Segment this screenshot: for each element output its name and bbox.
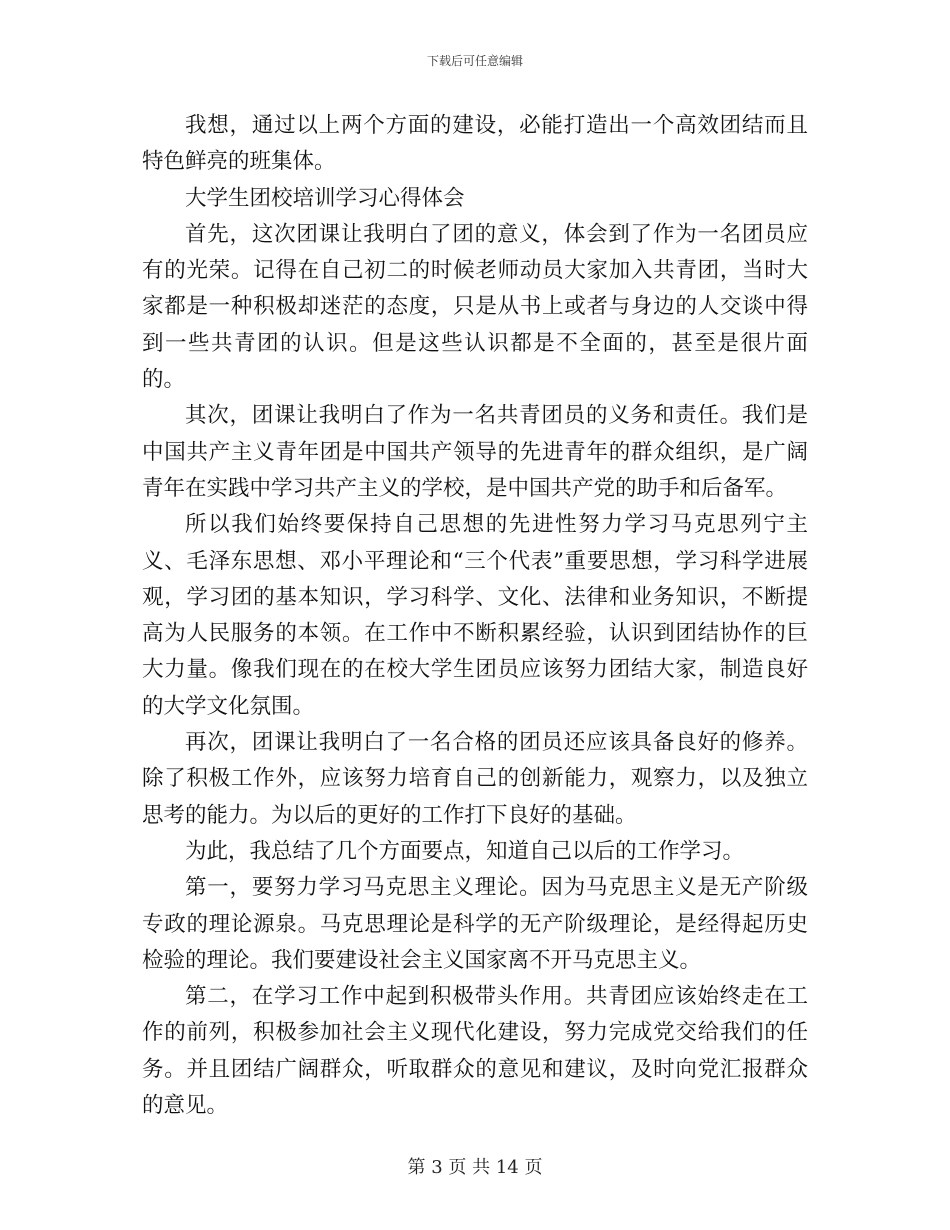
page-header-note: 下载后可任意编辑 — [426, 54, 523, 68]
paragraph-study: 所以我们始终要保持自己思想的先进性努力学习马克思列宁主义、毛泽东思想、邓小平理论和“三个代表”重要思想，学习科学进展观，学习团的基本知识，学习科学、文化、法律和业务知识，不断提高为人民服务的本领。在工作中不断积累经验，认识到团结协作的巨大力量。像我们现在的在校大学生团员应该努力团结大家，制造良好的大学文化氛围。 — [142, 512, 808, 719]
section-title: 大学生团校培训学习心得体会 — [185, 185, 465, 211]
paragraph-conclusion: 我想，通过以上两个方面的建设，必能打造出一个高效团结而且特色鲜亮的班集体。 — [142, 113, 808, 175]
paragraph-summary: 为此，我总结了几个方面要点，知道自己以后的工作学习。 — [185, 838, 745, 864]
page-number: 第 3 页 共 14 页 — [407, 1157, 543, 1178]
paragraph-first: 首先，这次团课让我明白了团的意义，体会到了作为一名团员应有的光荣。记得在自己初二的时候老师动员大家加入共青团，当时大家都是一种积极却迷茫的态度，只是从书上或者与身边的人交谈中得到一些共青团的认识。但是这些认识都是不全面的，甚至是很片面的。 — [142, 221, 808, 393]
paragraph-second: 其次，团课让我明白了作为一名共青团员的义务和责任。我们是中国共产主义青年团是中国共产领导的先进青年的群众组织，是广阔青年在实践中学习共产主义的学校，是中国共产党的助手和后备军。 — [142, 403, 808, 501]
document-body — [142, 108, 808, 1124]
paragraph-point-two: 第二，在学习工作中起到积极带头作用。共青团应该始终走在工作的前列，积极参加社会主义现代化建设，努力完成党交给我们的任务。并且团结广阔群众，听取群众的意见和建议，及时向党汇报群众的意见。 — [142, 984, 808, 1119]
paragraph-third: 再次，团课让我明白了一名合格的团员还应该具备良好的修养。除了积极工作外，应该努力培育自己的创新能力，观察力，以及独立思考的能力。为以后的更好的工作打下良好的基础。 — [142, 730, 808, 828]
paragraph-point-one: 第一，要努力学习马克思主义理论。因为马克思主义是无产阶级专政的理论源泉。马克思理论是科学的无产阶级理论，是经得起历史检验的理论。我们要建设社会主义国家离不开马克思主义。 — [142, 875, 808, 973]
